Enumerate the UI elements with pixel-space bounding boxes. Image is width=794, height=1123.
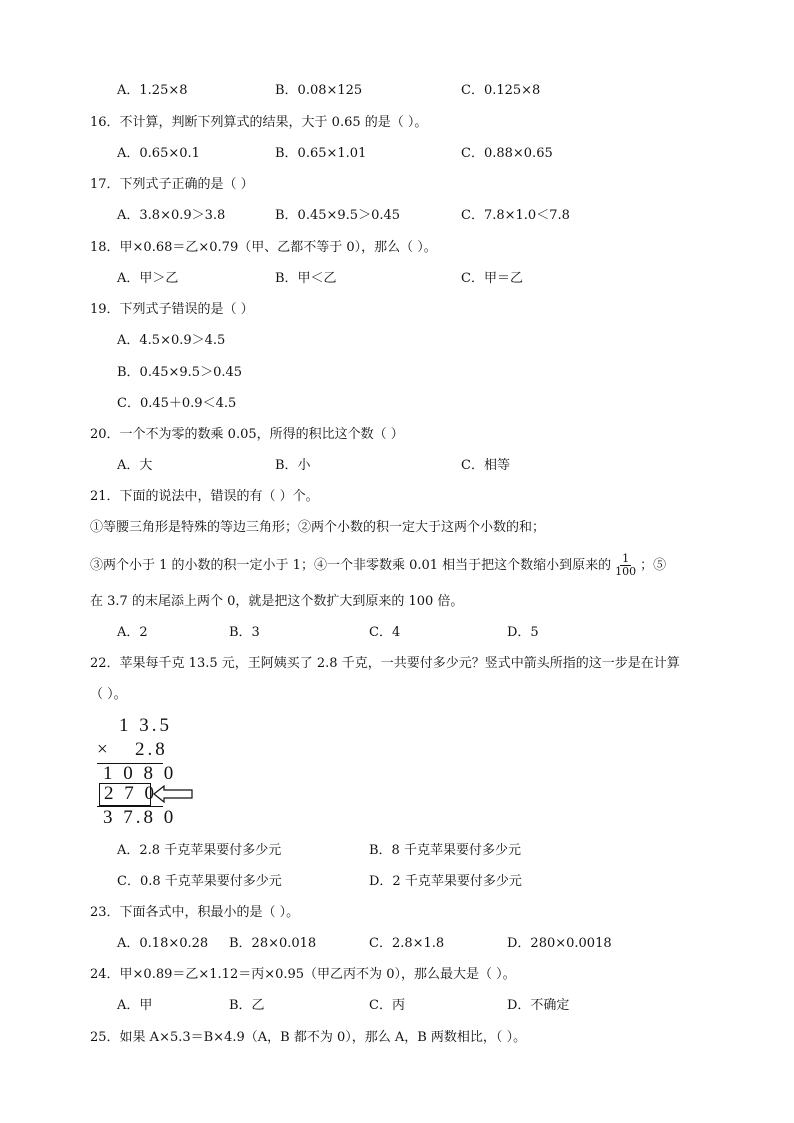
q23-option-a: A．0.18×0.28 xyxy=(117,936,209,951)
q18-stem: 18．甲×0.68＝乙×0.79（甲、乙都不等于 0），那么（ ）。 xyxy=(90,240,437,255)
q23-option-b: B．28×0.018 xyxy=(229,936,317,951)
q21-statement-line-2 xyxy=(90,553,666,578)
calc-partial-product-2: 2 7 0 xyxy=(104,783,157,804)
q22-option-c: C．0.8 千克苹果要付多少元 xyxy=(117,874,282,889)
q16-option-a: A．0.65×0.1 xyxy=(117,146,200,161)
q20-option-a: A．大 xyxy=(117,458,153,473)
q17-option-b: B．0.45×9.5＞0.45 xyxy=(275,208,401,223)
q15-option-c: C．0.125×8 xyxy=(461,83,541,98)
fraction-numerator: 1 xyxy=(622,552,630,565)
q20-option-c: C．相等 xyxy=(461,458,510,473)
q24-stem: 24．甲×0.89＝乙×1.12＝丙×0.95（甲乙丙不为 0），那么最大是（ ）。 xyxy=(90,967,516,982)
q15-option-a: A．1.25×8 xyxy=(117,83,188,98)
q21-option-a: A．2 xyxy=(117,625,148,640)
q21-option-d: D．5 xyxy=(507,625,539,640)
q21-stem: 21．下面的说法中，错误的有（ ）个。 xyxy=(90,489,319,504)
calc-product: 3 7.8 0 xyxy=(103,807,177,828)
q22-stem-line-2: （ ）。 xyxy=(90,687,127,702)
fraction-denominator: 100 xyxy=(615,565,637,578)
q21-option-b: B．3 xyxy=(229,625,260,640)
q24-option-b: B．乙 xyxy=(229,998,265,1013)
q17-option-a: A．3.8×0.9＞3.8 xyxy=(117,208,226,223)
q18-option-b: B．甲＜乙 xyxy=(275,271,337,286)
q21-statement-line-2-tail: ；⑤ xyxy=(640,558,667,573)
q16-stem: 16．不计算，判断下列算式的结果，大于 0.65 的是（ ）。 xyxy=(90,115,428,130)
q19-stem: 19．下列式子错误的是（ ） xyxy=(90,302,254,317)
q24-option-c: C．丙 xyxy=(369,998,405,1013)
q22-stem-line-1: 22．苹果每千克 13.5 元，王阿姨买了 2.8 千克，一共要付多少元？竖式中箭头所指的这一步是在计算 xyxy=(90,656,680,671)
q21-statement-line-2-text: ③两个小于 1 的小数的积一定小于 1；④一个非零数乘 0.01 相当于把这个数缩小到原来的 xyxy=(90,558,612,573)
q15-option-b: B．0.08×125 xyxy=(275,83,363,98)
q23-option-c: C．2.8×1.8 xyxy=(369,936,445,951)
q23-stem: 23．下面各式中，积最小的是（ ）。 xyxy=(90,905,300,920)
q22-option-d: D．2 千克苹果要付多少元 xyxy=(369,874,522,889)
q24-option-d: D．不确定 xyxy=(507,998,570,1013)
left-arrow-icon xyxy=(152,785,194,803)
calc-partial-product-1: 1 0 8 0 xyxy=(103,763,177,784)
q25-stem: 25．如果 A×5.3＝B×4.9（A，B 都不为 0），那么 A，B 两数相比，（ ）。 xyxy=(90,1030,527,1045)
q20-option-b: B．小 xyxy=(275,458,311,473)
calc-multiplicand: 1 3.5 xyxy=(119,715,172,736)
q22-option-a: A．2.8 千克苹果要付多少元 xyxy=(117,843,282,858)
fraction-one-hundredth xyxy=(613,553,638,578)
q21-statement-line-1: ①等腰三角形是特殊的等边三角形；②两个小数的积一定大于这两个小数的和； xyxy=(90,520,546,535)
q21-statement-line-3: 在 3.7 的末尾添上两个 0，就是把这个数扩大到原来的 100 倍。 xyxy=(90,594,464,609)
calc-multiply-sign: × xyxy=(97,739,111,760)
q18-option-c: C．甲＝乙 xyxy=(461,271,523,286)
q19-option-b: B．0.45×9.5＞0.45 xyxy=(117,365,243,380)
q16-option-c: C．0.88×0.65 xyxy=(461,146,553,161)
q17-stem: 17．下列式子正确的是（ ） xyxy=(90,177,254,192)
q18-option-a: A．甲＞乙 xyxy=(117,271,179,286)
q16-option-b: B．0.65×1.01 xyxy=(275,146,367,161)
q23-option-d: D．280×0.0018 xyxy=(507,936,612,951)
q21-option-c: C．4 xyxy=(369,625,401,640)
q20-stem: 20．一个不为零的数乘 0.05，所得的积比这个数（ ） xyxy=(90,427,404,442)
q19-option-c: C．0.45＋0.9＜4.5 xyxy=(117,396,237,411)
q24-option-a: A．甲 xyxy=(117,998,153,1013)
q22-option-b: B．8 千克苹果要付多少元 xyxy=(369,843,521,858)
q17-option-c: C．7.8×1.0＜7.8 xyxy=(461,208,570,223)
calc-multiplier: 2.8 xyxy=(135,739,168,760)
q19-option-a: A．4.5×0.9＞4.5 xyxy=(117,333,226,348)
